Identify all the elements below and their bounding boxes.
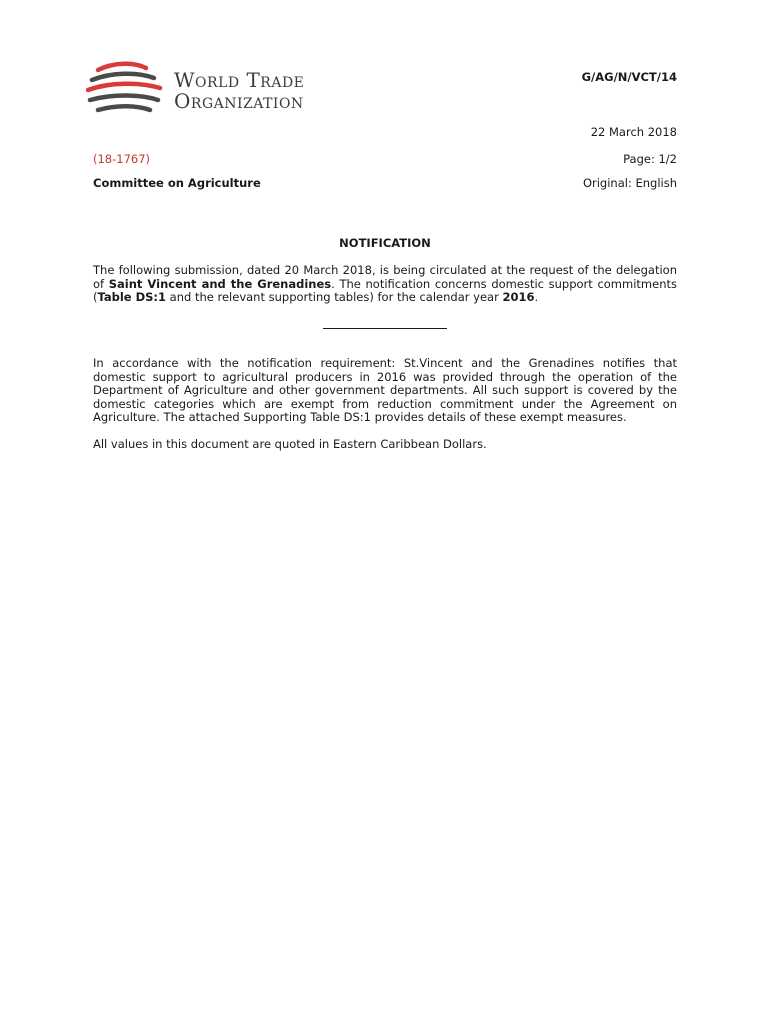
page-indicator: Page: 1/2: [623, 152, 677, 166]
currency-paragraph: All values in this document are quoted in Eastern Caribbean Dollars.: [93, 437, 487, 451]
document-symbol: G/AG/N/VCT/14: [581, 70, 677, 84]
intro-text-1: The following submission, dated 20 March 2018, is being circulated at the request of the delegation of: [93, 263, 677, 291]
org-name-line1: World Trade: [174, 68, 305, 92]
intro-bold-table: Table DS:1: [97, 290, 167, 305]
committee-name: Committee on Agriculture: [93, 176, 261, 190]
wto-globe-icon: [86, 60, 166, 120]
notification-heading: NOTIFICATION: [339, 236, 431, 250]
body-paragraph: In accordance with the notification requirement: St.Vincent and the Grenadines notifies that domestic support to agricultural producers in 2016 was provided through the operation of the Department of Agriculture and other government departments. All such support is covered by the domestic categories which are exempt from reduction commitment under the Agreement on Agriculture. The attached Supporting Table DS:1 provides details of these exempt measures.: [93, 356, 677, 425]
original-language: Original: English: [582, 176, 677, 190]
wto-logo-text: [174, 70, 304, 112]
wto-logo: [86, 60, 336, 120]
section-divider: [323, 328, 447, 329]
intro-text-4: .: [534, 290, 539, 305]
org-name-line2: Organization: [174, 89, 304, 113]
intro-text-2: . The notification concerns domestic support commitments (: [93, 276, 677, 305]
document-reference: (18-1767): [93, 152, 151, 166]
intro-bold-year: 2016: [502, 290, 535, 305]
document-date: 22 March 2018: [590, 125, 677, 139]
intro-bold-country: Saint Vincent and the Grenadines: [108, 276, 332, 291]
intro-text-3: and the relevant supporting tables) for the calendar year: [166, 290, 503, 305]
intro-paragraph: [93, 264, 677, 305]
